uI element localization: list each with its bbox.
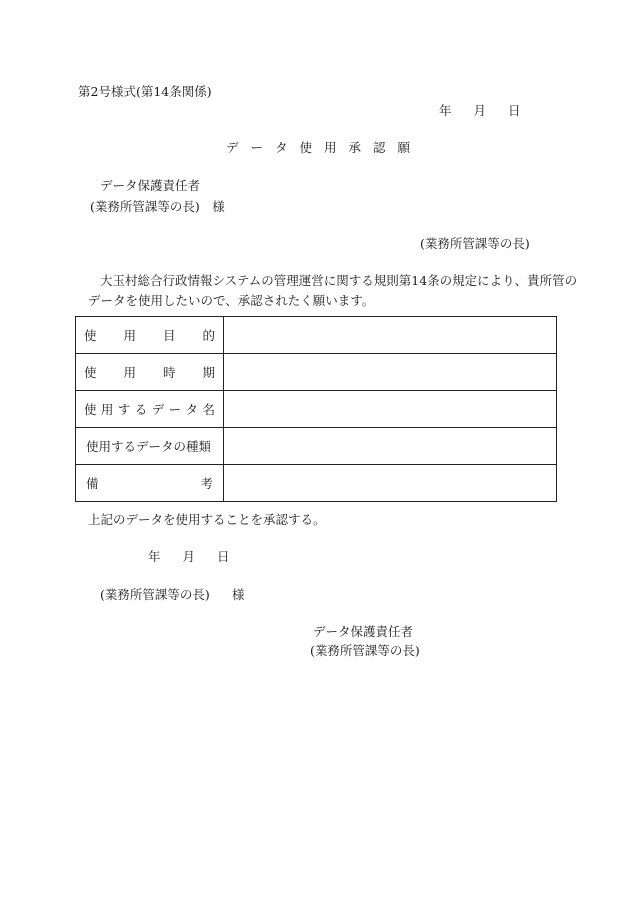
recipient-honorific: 様 — [232, 587, 245, 602]
row-label-char: 用 — [123, 365, 136, 380]
row-label-char: 時 — [162, 365, 176, 380]
table-row — [76, 428, 557, 465]
document-title: データ使用承認願 — [226, 140, 423, 155]
row-label-char: 目 — [162, 328, 176, 343]
row-label-char: 使 — [84, 328, 97, 343]
row-label-char: 備 — [86, 476, 99, 491]
form-number: 第2号様式(第14条関係) — [78, 84, 212, 99]
row-label-char: 使 — [84, 402, 97, 417]
row-label-cell — [76, 465, 224, 502]
row-label-char: 考 — [200, 476, 213, 491]
signer-office: (業務所管課等の長) — [310, 643, 420, 658]
application-table — [75, 316, 557, 502]
table-row — [76, 391, 557, 428]
addressee-office: (業務所管課等の長) 様 — [90, 199, 225, 214]
body-text-line2: データを使用したいので、承認されたく願います。 — [88, 293, 375, 308]
row-label-cell — [76, 354, 224, 391]
date-top: 年 月 日 — [439, 103, 521, 118]
row-label-char: 期 — [202, 365, 215, 380]
row-label-char: 用 — [123, 328, 136, 343]
row-label-char: 使 — [84, 365, 97, 380]
recipient-office: (業務所管課等の長) — [100, 587, 210, 602]
row-label-char: タ — [185, 402, 199, 417]
approval-statement: 上記のデータを使用することを承認する。 — [88, 512, 326, 527]
row-label-char: 的 — [202, 328, 215, 343]
row-label-char: ー — [168, 402, 182, 417]
row-value-field[interactable] — [224, 465, 557, 502]
signer-title: データ保護責任者 — [313, 624, 414, 639]
table-row — [76, 317, 557, 354]
row-label-char: 名 — [202, 402, 215, 417]
row-label-cell — [76, 391, 224, 428]
table-row — [76, 354, 557, 391]
row-label-char: デ — [151, 402, 165, 417]
row-value-field[interactable] — [224, 354, 557, 391]
row-label-char: 使用するデータの種類 — [86, 439, 212, 454]
row-value-field[interactable] — [224, 391, 557, 428]
applicant-office: (業務所管課等の長) — [420, 236, 530, 251]
addressee-title: データ保護責任者 — [100, 178, 201, 193]
row-label-char: る — [134, 402, 148, 417]
row-value-field[interactable] — [224, 428, 557, 465]
body-text-line1: 大玉村総合行政情報システムの管理運営に関する規則第14条の規定により、貴所管の — [100, 273, 578, 288]
table-row — [76, 465, 557, 502]
row-label-cell — [76, 428, 224, 465]
row-label-char: 用 — [100, 402, 114, 417]
row-label-char: す — [117, 402, 131, 417]
row-label-cell — [76, 317, 224, 354]
row-value-field[interactable] — [224, 317, 557, 354]
date-bottom: 年 月 日 — [148, 549, 230, 564]
